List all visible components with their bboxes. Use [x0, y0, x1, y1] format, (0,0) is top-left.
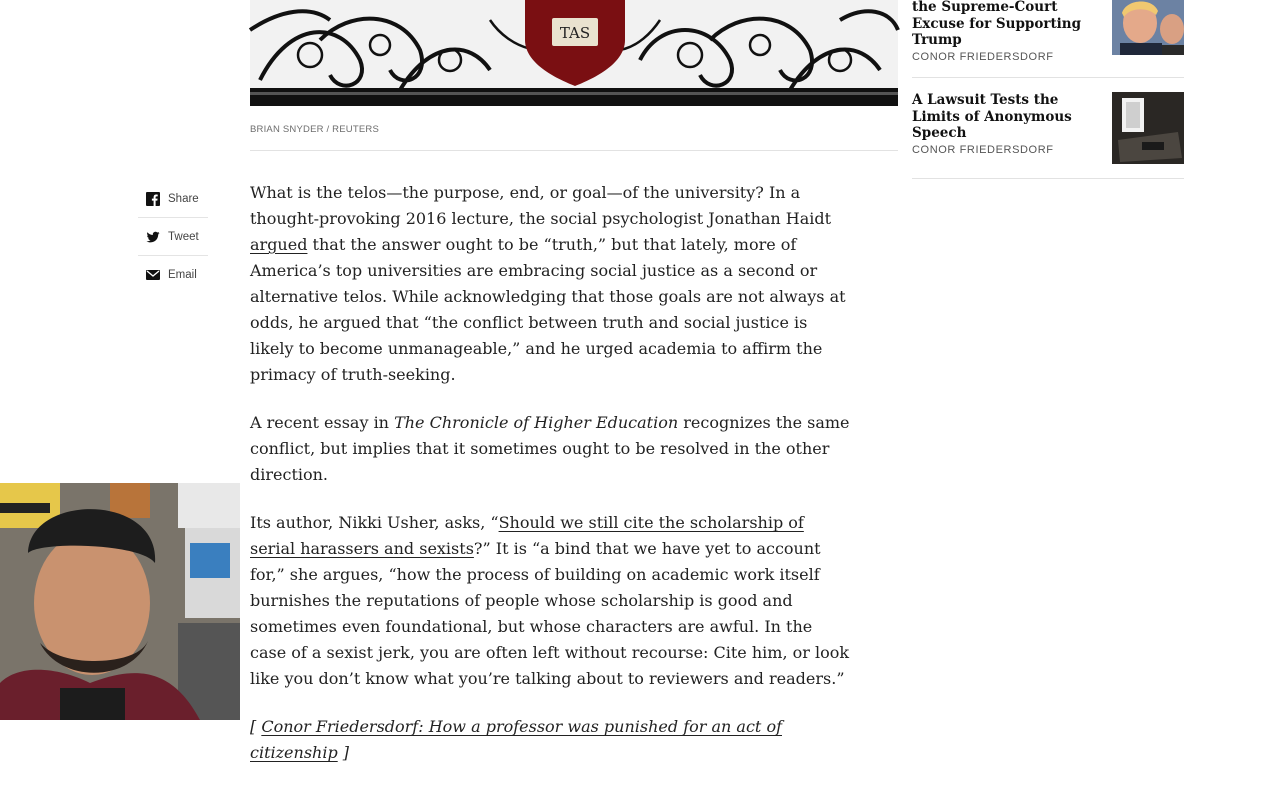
bracket: [: [250, 717, 262, 736]
share-email-button[interactable]: [138, 256, 208, 294]
hero-image: [250, 0, 898, 106]
related-story[interactable]: [912, 78, 1184, 179]
paragraph-text: recognizes the same conflict, but implies that it sometimes ought to be resolved in the other direction.: [250, 413, 850, 484]
bracket: ]: [337, 743, 350, 762]
paragraph: [250, 410, 850, 488]
share-label: Email: [168, 269, 197, 281]
share-facebook-button[interactable]: [138, 180, 208, 218]
related-story[interactable]: [912, 0, 1184, 78]
thumbnail-image: [1112, 92, 1184, 164]
story-thumbnail[interactable]: [1112, 92, 1184, 164]
twitter-icon: [146, 230, 160, 244]
paragraph-text: Its author, Nikki Usher, asks, “: [250, 513, 499, 532]
story-author: CONOR FRIEDERSDORF: [912, 143, 1054, 156]
story-author: CONOR FRIEDERSDORF: [912, 50, 1054, 63]
paragraph-text: ?” It is “a bind that we have yet to account for,” she argues, “how the process of building on academic work itself burnishes the reputations of people whose scholarship is good and sometimes even foundational, but whose characters are awful. In the case of a sexist jerk, you are often left without recourse: Cite him, or look like you don’t know what you’re talking about to reviewers and readers.”: [250, 539, 850, 688]
story-title[interactable]: the Supreme-Court Excuse for Supporting Trump: [912, 0, 1082, 48]
related-stories-rail: [912, 0, 1184, 179]
paragraph-text: A recent essay in: [250, 413, 395, 432]
paragraph-text: that the answer ought to be “truth,” but that lately, more of America’s top universities are embracing social justice as a second or alternative telos. While acknowledging that those goals are not always at odds, he argued that “the conflict between truth and social justice is likely to become unmanageable,” and he urged academia to affirm the primacy of truth-seeking.: [250, 235, 846, 384]
story-text: [912, 92, 1102, 156]
thumbnail-image: [1112, 0, 1184, 55]
story-thumbnail[interactable]: [1112, 0, 1184, 55]
share-label: Tweet: [168, 230, 199, 243]
share-toolbar: [138, 180, 208, 294]
story-text: [912, 0, 1102, 63]
facebook-icon: [146, 192, 160, 206]
paragraph: [250, 180, 850, 388]
article-body: [250, 180, 850, 788]
webcam-overlay: [0, 483, 240, 720]
related-article-link[interactable]: Conor Friedersdorf: How a professor was punished for an act of citizenship: [250, 717, 782, 762]
share-label: Share: [168, 192, 199, 205]
publication-title: The Chronicle of Higher Education: [394, 413, 679, 432]
gate-illustration: [250, 0, 898, 106]
paragraph: [250, 510, 850, 692]
webcam-image: [0, 483, 240, 720]
share-twitter-button[interactable]: [138, 218, 208, 256]
argued-link[interactable]: argued: [250, 235, 308, 254]
paragraph-text: What is the telos—the purpose, end, or goal—of the university? In a thought-provoking 2016 lecture, the social psychologist Jonathan Haidt: [250, 183, 832, 228]
story-title[interactable]: A Lawsuit Tests the Limits of Anonymous Speech: [912, 92, 1072, 141]
related-article: [250, 714, 850, 766]
divider: [250, 150, 898, 151]
photo-credit: BRIAN SNYDER / REUTERS: [250, 124, 379, 135]
crest-text: TAS: [559, 24, 591, 42]
email-icon: [146, 268, 160, 282]
cite-scholarship-link[interactable]: Should we still cite the scholarship of serial harassers and sexists: [250, 513, 804, 558]
